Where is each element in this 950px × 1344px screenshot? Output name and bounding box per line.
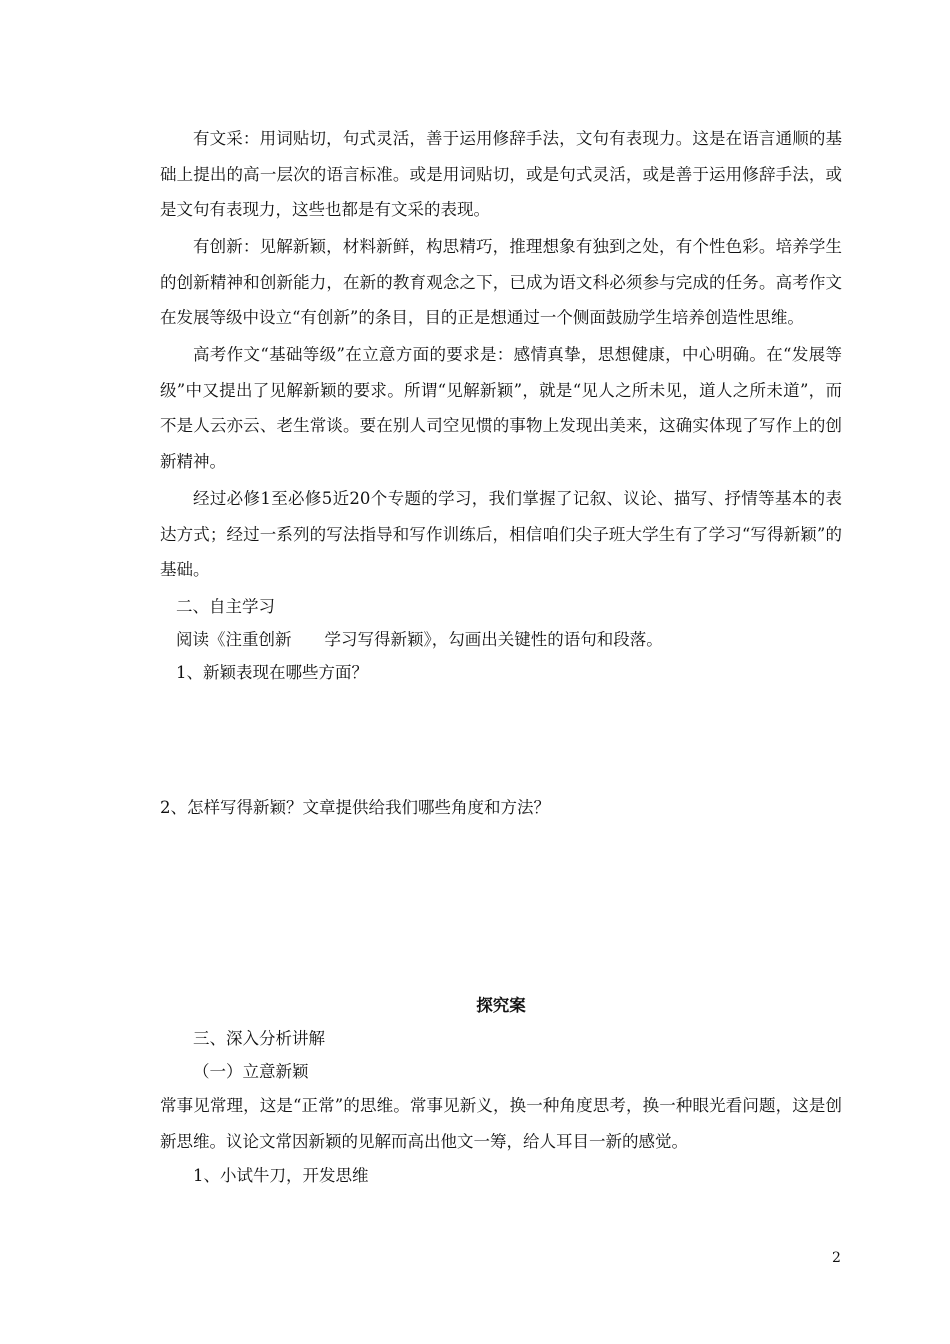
question-1: 1、新颖表现在哪些方面？ <box>176 663 368 682</box>
page-number: 2 <box>832 1250 841 1266</box>
exercise-item-1: 1、小试牛刀，开发思维 <box>193 1166 369 1185</box>
section-heading-fenxi: 三、深入分析讲解 <box>193 1029 325 1048</box>
paragraph-bixiu: 经过必修1至必修5近20个专题的学习，我们掌握了记叙、议论、描写、抒情等基本的表达方式；经过一系列的写法指导和写作训练后，相信咱们尖子班大学生有了学习“写得新颖”的基础。 <box>160 489 842 579</box>
question-2: 2、怎样写得新颖？文章提供给我们哪些角度和方法？ <box>160 798 550 817</box>
section-title-tanjiu: 探究案 <box>476 996 526 1015</box>
paragraph-wencai: 有文采：用词贴切，句式灵活，善于运用修辞手法，文句有表现力。这是在语言通顺的基础上提出的高一层次的语言标准。或是用词贴切，或是句式灵活，或是善于运用修辞手法，或是文句有表现力，这些也都是有文采的表现。 <box>160 129 842 219</box>
reading-instruction: 阅读《注重创新 学习写得新颖》，勾画出关键性的语句和段落。 <box>176 630 663 649</box>
section-heading-zizhu: 二、自主学习 <box>176 597 275 616</box>
paragraph-jichu-dengji: 高考作文“基础等级”在立意方面的要求是：感情真挚，思想健康，中心明确。在“发展等级”中又提出了见解新颖的要求。所谓“见解新颖”，就是“见人之所未见，道人之所未道”，而不是人云亦云、老生常谈。要在别人司空见惯的事物上发现出美来，这确实体现了写作上的创新精神。 <box>160 345 842 471</box>
paragraph-chuangxin: 有创新：见解新颖，材料新鲜，构思精巧，推理想象有独到之处，有个性色彩。培养学生的创新精神和创新能力，在新的教育观念之下，已成为语文科必须参与完成的任务。高考作文在发展等级中设立“有创新”的条目，目的正是想通过一个侧面鼓励学生培养创造性思维。 <box>160 237 842 327</box>
paragraph-changshi: 常事见常理，这是“正常”的思维。常事见新义，换一种角度思考，换一种眼光看问题，这是创新思维。议论文常因新颖的见解而高出他文一筹，给人耳目一新的感觉。 <box>160 1096 842 1151</box>
subsection-liyi: （一）立意新颖 <box>193 1062 309 1081</box>
